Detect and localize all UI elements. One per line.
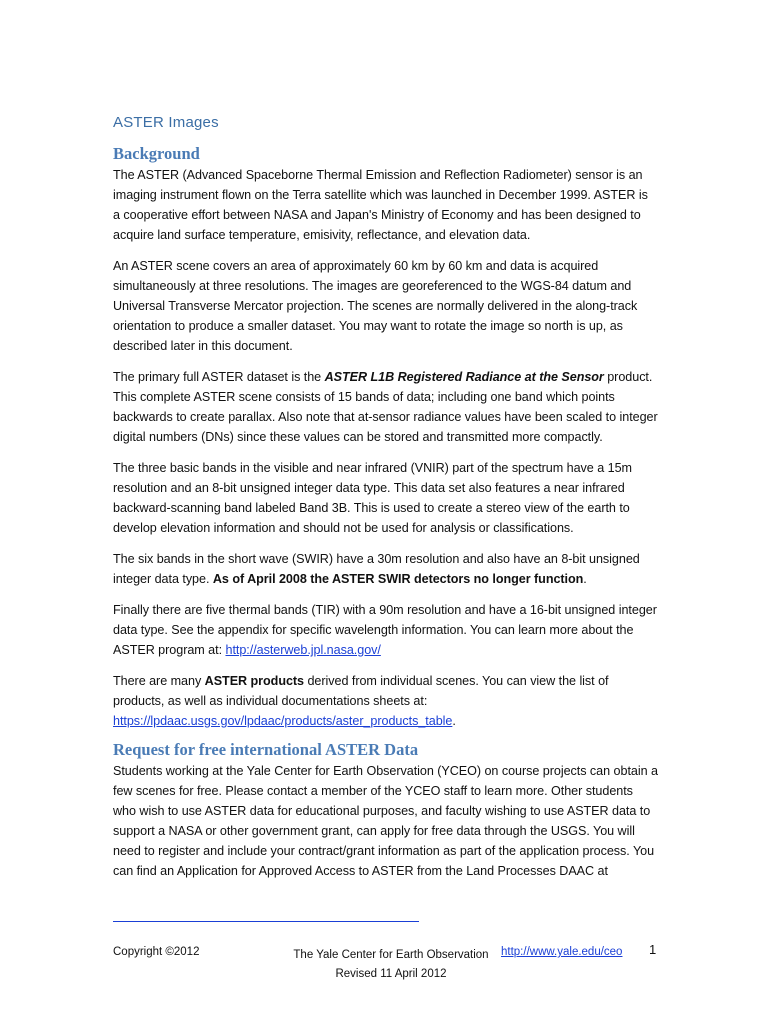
aster-products-link[interactable]: https://lpdaac.usgs.gov/lpdaac/products/aster_products_table bbox=[113, 714, 453, 728]
background-paragraph-2: An ASTER scene covers an area of approximately 60 km by 60 km and data is acquired simultaneously at three resolutions. The images are georeferenced to the WGS-84 datum and Universal Transverse Mercator projection. The scenes are normally delivered in the along-track orientation to produce a smaller dataset. You may want to rotate the image so north is up, as described later in this document. bbox=[113, 259, 638, 353]
background-paragraph-1: The ASTER (Advanced Spaceborne Thermal Emission and Reflection Radiometer) sensor is an imaging instrument flown on the Terra satellite which was launched in December 1999. ASTER is a cooperative effort between NASA and Japan's Ministry of Economy and has been designed to acquire land surface temperature, emisivity, reflectance, and elevation data. bbox=[113, 168, 648, 242]
document-title: ASTER Images bbox=[113, 114, 219, 131]
yceo-website-link[interactable]: http://www.yale.edu/ceo bbox=[501, 946, 623, 958]
footnote-rule bbox=[113, 921, 419, 922]
background-paragraph-3: The primary full ASTER dataset is the ASTER L1B Registered Radiance at the Sensor product. This complete ASTER scene consists of 15 bands of data; including one band which points backwards to create parallax. Also note that at-sensor radiance values have been scaled to integer digital numbers (DNs) since these values can be stored and transmitted more compactly. bbox=[113, 370, 658, 444]
organization-name: The Yale Center for Earth Observation bbox=[293, 949, 489, 961]
asterweb-link[interactable]: http://asterweb.jpl.nasa.gov/ bbox=[225, 643, 381, 657]
request-heading: Request for free international ASTER Data bbox=[113, 740, 419, 759]
document-body bbox=[113, 114, 658, 892]
request-paragraph-1: Students working at the Yale Center for Earth Observation (YCEO) on course projects can obtain a few scenes for free. Please contact a member of the YCEO staff to learn more. Other students who wish to use ASTER data for educational purposes, and faculty wishing to use ASTER data to support a NASA or other government grant, can apply for free data through the USGS. You will need to register and include your contract/grant information as part of the application process. You can find an Application for Approved Access to ASTER from the Land Processes DAAC at bbox=[113, 764, 658, 878]
swir-notice: As of April 2008 the ASTER SWIR detectors no longer function bbox=[212, 572, 584, 586]
copyright-text: Copyright ©2012 bbox=[113, 946, 200, 958]
background-paragraph-7: There are many ASTER products derived from individual scenes. You can view the list of products, as well as individual documentations sheets at: https://lpdaac.usgs.gov/lpdaac/products/aster_products_table. bbox=[113, 674, 609, 728]
revision-date: Revised 11 April 2012 bbox=[335, 968, 447, 980]
background-paragraph-5: The six bands in the short wave (SWIR) have a 30m resolution and also have an 8-bit unsigned integer data type. As of April 2008 the ASTER SWIR detectors no longer function. bbox=[113, 552, 640, 586]
page-number: 1 bbox=[649, 942, 657, 957]
background-heading: Background bbox=[113, 144, 200, 163]
product-name-emphasis: ASTER L1B Registered Radiance at the Sensor bbox=[324, 370, 604, 384]
footer-center bbox=[273, 946, 509, 984]
background-paragraph-6: Finally there are five thermal bands (TIR) with a 90m resolution and have a 16-bit unsigned integer data type. See the appendix for specific wavelength information. You can learn more about the ASTER program at: http://asterweb.jpl.nasa.gov/ bbox=[113, 603, 657, 657]
background-paragraph-4: The three basic bands in the visible and near infrared (VNIR) part of the spectrum have a 15m resolution and an 8-bit unsigned integer data type. This data set also features a near infrared backward-scanning band labeled Band 3B. This is used to create a stereo view of the earth to develop elevation information and should not be used for analysis or classifications. bbox=[113, 461, 632, 535]
